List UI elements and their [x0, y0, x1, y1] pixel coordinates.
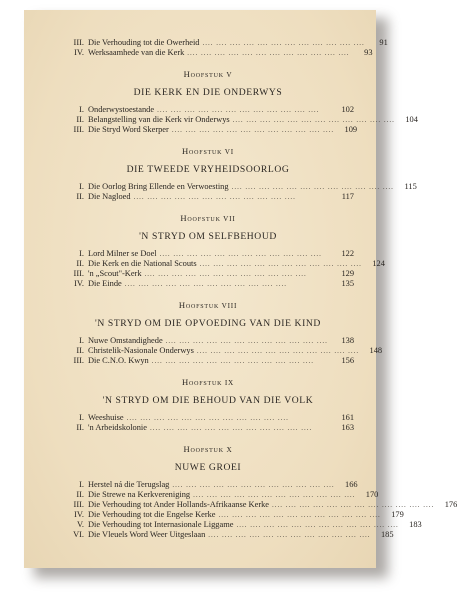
section-number: IV.	[74, 48, 84, 57]
chapter-label-word: Hoofstuk	[183, 444, 224, 454]
section-title: Die Vleuels Word Weer Uitgeslaan	[88, 530, 206, 539]
dot-leader: .... .... .... .... .... .... .... .... .... .... .... ....	[231, 183, 394, 191]
section-number: I.	[79, 105, 84, 114]
page-number: 156	[341, 356, 354, 365]
page-number: 148	[369, 346, 383, 355]
toc-entry	[62, 510, 404, 520]
section-title: Die Verhouding tot Ander Hollands-Afrikaanse Kerke	[88, 500, 270, 509]
page-number: 124	[372, 259, 385, 268]
chapter-title: DIE KERK EN DIE ONDERWYS	[133, 87, 283, 98]
page-number: 170	[365, 490, 379, 499]
section-title: Onderwystoestande	[88, 105, 155, 114]
section-number: I.	[79, 336, 84, 345]
toc-entry	[62, 423, 354, 433]
dot-leader: .... .... .... .... .... .... .... .... .... .... .... ....	[133, 193, 296, 201]
chapter-section	[62, 300, 383, 366]
section-number: III.	[73, 500, 84, 509]
section-number: IV.	[74, 279, 84, 288]
chapter-label	[62, 301, 354, 311]
dot-leader: .... .... .... .... .... .... .... .... .... .... .... ....	[172, 481, 335, 489]
section-title: Die Stryd Word Skerper	[88, 125, 169, 134]
dot-leader: .... .... .... .... .... .... .... .... .... .... .... ....	[165, 337, 328, 345]
toc-entry	[62, 182, 417, 192]
chapter-label-number: X	[226, 446, 233, 454]
section-title: Belangstelling van die Kerk vir Onderwys	[88, 115, 230, 124]
page-number: 179	[391, 510, 404, 519]
chapter-label-word: Hoofstuk	[182, 146, 223, 156]
toc-entry	[62, 48, 373, 58]
toc-entry	[62, 38, 388, 48]
chapter-label-number: VII	[223, 215, 236, 223]
toc-entry	[62, 125, 358, 135]
section-number: III.	[73, 356, 84, 365]
chapter-label-word: Hoofstuk	[181, 377, 223, 387]
toc-entry	[62, 520, 422, 530]
page-number: 91	[379, 38, 388, 47]
page-number: 135	[341, 279, 354, 288]
section-number: II.	[76, 423, 84, 432]
section-number: IV.	[74, 510, 84, 519]
page-number: 117	[341, 192, 354, 201]
dot-leader: .... .... .... .... .... .... .... .... .... .... .... ....	[199, 260, 362, 268]
section-title: Die Strewe na Kerkvereniging	[88, 490, 191, 499]
section-title: Die Nagloed	[88, 192, 131, 201]
page-number: 176	[444, 500, 457, 509]
section-number: VI.	[73, 530, 84, 539]
dot-leader: .... .... .... .... .... .... .... .... .... .... .... ....	[149, 424, 313, 432]
page-number: 129	[341, 269, 354, 278]
section-number: II.	[76, 192, 84, 201]
toc-entry	[62, 279, 354, 289]
dot-leader: .... .... .... .... .... .... .... .... .... .... .... ....	[218, 511, 381, 519]
section-number: II.	[76, 259, 84, 268]
dot-leader: .... .... .... .... .... .... .... .... .... .... .... ....	[272, 501, 435, 509]
dot-leader: .... .... .... .... .... .... .... .... .... .... .... ....	[193, 491, 356, 499]
dot-leader: .... .... .... .... .... .... .... .... .... .... .... ....	[151, 357, 314, 365]
toc-entry	[62, 500, 457, 510]
toc-entry	[62, 413, 354, 423]
chapter-label-number: IX	[224, 379, 235, 387]
section-number: V.	[76, 520, 84, 529]
section-title: Die Verhouding tot Internasionale Liggame	[88, 520, 234, 529]
dot-leader: .... .... .... .... .... .... .... .... .... .... .... ....	[124, 280, 287, 288]
section-title: Nuwe Omstandighede	[88, 336, 163, 345]
toc-entry	[62, 346, 383, 356]
toc-entry	[62, 530, 394, 540]
dot-leader: .... .... .... .... .... .... .... .... .... .... .... ....	[171, 126, 335, 134]
chapter-title: 'N STRYD OM DIE OPVOEDING VAN DIE KIND	[95, 318, 321, 329]
section-number: II.	[76, 346, 84, 355]
page-number: 102	[341, 105, 354, 114]
chapter-label-number: VI	[224, 148, 234, 156]
section-number: I.	[79, 413, 84, 422]
page-number: 93	[364, 48, 373, 57]
toc-entry	[62, 105, 354, 115]
section-title: Weeshuise	[88, 413, 124, 422]
section-number: I.	[79, 182, 84, 191]
chapter-title: NUWE GROEI	[174, 462, 242, 473]
section-title: Die Verhouding tot die Owerheid	[88, 38, 200, 47]
section-title: Lord Milner se Doel	[88, 249, 157, 258]
chapter-label-word: Hoofstuk	[180, 213, 221, 223]
section-number: III.	[73, 38, 84, 47]
chapter-label-number: VIII	[221, 302, 238, 310]
page-number: 163	[341, 423, 354, 432]
chapter-section	[62, 69, 418, 135]
section-number: I.	[79, 480, 84, 489]
section-title: Werksaamhede van die Kerk	[88, 48, 185, 57]
page-number: 122	[341, 249, 354, 258]
toc-entry	[62, 192, 354, 202]
page-number: 138	[341, 336, 354, 345]
chapter-label	[62, 378, 354, 388]
page-number: 161	[341, 413, 354, 422]
section-title: Herstel ná die Terugslag	[88, 480, 170, 489]
toc-entry	[62, 269, 354, 279]
book-page	[24, 10, 457, 568]
dot-leader: .... .... .... .... .... .... .... .... .... .... .... ....	[208, 531, 371, 539]
chapter-section	[62, 38, 388, 58]
dot-leader: .... .... .... .... .... .... .... .... .... .... .... ....	[196, 347, 360, 355]
toc-entry	[62, 480, 358, 490]
section-title: Christelik-Nasionale Onderwys	[88, 346, 194, 355]
section-number: II.	[76, 115, 84, 124]
section-number: I.	[79, 249, 84, 258]
dot-leader: .... .... .... .... .... .... .... .... .... .... .... ....	[126, 414, 289, 422]
section-title: Die Verhouding tot die Engelse Kerke	[88, 510, 216, 519]
chapter-section	[62, 213, 385, 289]
dot-leader: .... .... .... .... .... .... .... .... .... .... .... ....	[232, 116, 395, 124]
chapter-label-number: V	[226, 71, 233, 79]
section-title: Die Einde	[88, 279, 122, 288]
toc-entry	[62, 115, 418, 125]
page-number: 104	[405, 115, 418, 124]
chapter-label	[62, 70, 354, 80]
chapter-title: 'N STRYD OM SELFBEHOUD	[139, 231, 277, 242]
section-title: 'n Arbeidskolonie	[88, 423, 147, 432]
chapter-label	[62, 445, 354, 455]
chapter-label	[62, 147, 354, 157]
chapter-section	[62, 146, 417, 202]
page-number: 115	[404, 182, 417, 191]
chapter-title: DIE TWEEDE VRYHEIDSOORLOG	[126, 164, 290, 175]
dot-leader: .... .... .... .... .... .... .... .... .... .... .... ....	[202, 39, 365, 47]
toc-entry	[62, 356, 354, 366]
toc-entry	[62, 249, 354, 259]
section-title: 'n „Scout"-Kerk	[88, 269, 142, 278]
dot-leader: .... .... .... .... .... .... .... .... .... .... .... ....	[159, 250, 322, 258]
toc-entry	[62, 490, 379, 500]
toc-entry	[62, 259, 385, 269]
dot-leader: .... .... .... .... .... .... .... .... .... .... .... ....	[157, 106, 320, 114]
section-title: Die Oorlog Bring Ellende en Verwoesting	[88, 182, 229, 191]
chapter-label-word: Hoofstuk	[178, 300, 220, 310]
toc-entry	[62, 336, 354, 346]
page-number: 166	[345, 480, 358, 489]
section-number: II.	[76, 490, 84, 499]
page-number: 109	[344, 125, 358, 134]
page-number: 183	[409, 520, 422, 529]
chapter-section	[62, 444, 457, 540]
dot-leader: .... .... .... .... .... .... .... .... .... .... .... ....	[236, 521, 399, 529]
section-number: III.	[73, 125, 84, 134]
chapter-label	[62, 214, 354, 224]
chapter-label-word: Hoofstuk	[183, 69, 224, 79]
dot-leader: .... .... .... .... .... .... .... .... .... .... .... ....	[144, 270, 307, 278]
section-title: Die C.N.O. Kwyn	[88, 356, 149, 365]
page-number: 185	[380, 530, 394, 539]
chapter-title: 'N STRYD OM DIE BEHOUD VAN DIE VOLK	[102, 395, 314, 406]
dot-leader: .... .... .... .... .... .... .... .... .... .... .... ....	[187, 49, 350, 57]
chapter-section	[62, 378, 354, 433]
section-number: III.	[73, 269, 84, 278]
section-title: Die Kerk en die National Scouts	[88, 259, 197, 268]
